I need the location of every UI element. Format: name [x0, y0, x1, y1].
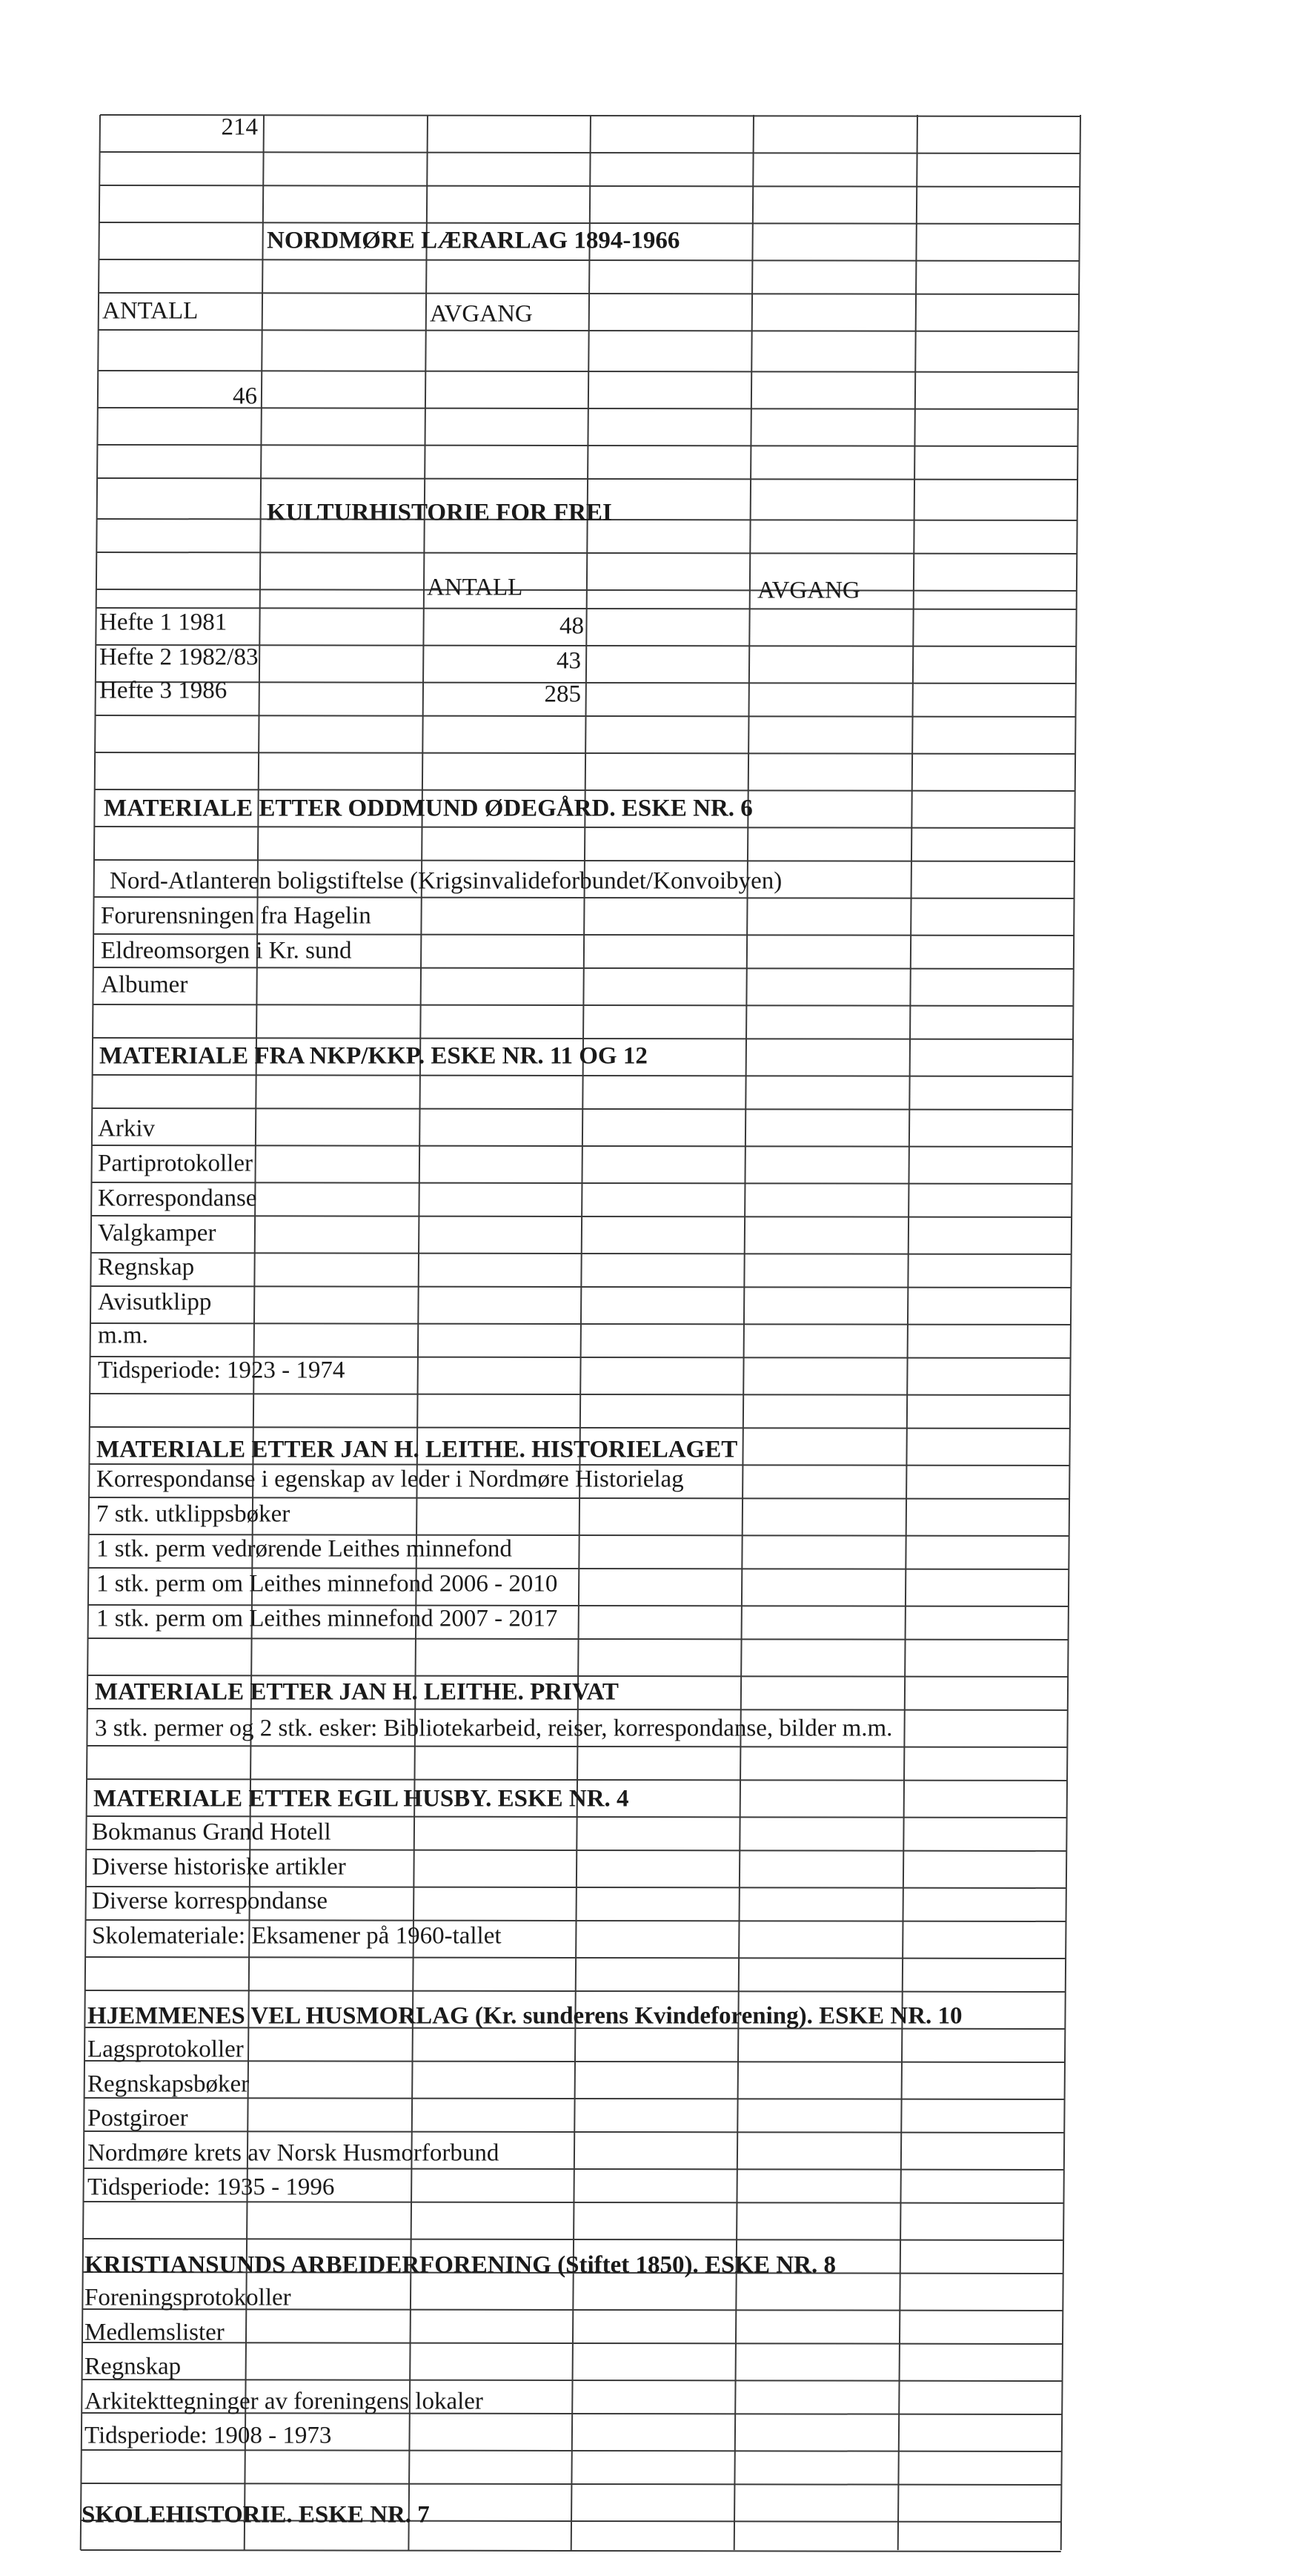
- list-item: Tidsperiode: 1923 - 1974: [98, 1357, 345, 1384]
- section-heading-kristiansunds-arbeiderforening: KRISTIANSUNDS ARBEIDERFORENING (Stiftet 1850). ESKE NR. 8: [84, 2251, 836, 2279]
- list-item: Eldreomsorgen i Kr. sund: [101, 937, 352, 964]
- list-item: Skolemateriale: Eksamener på 1960-tallet: [92, 1922, 502, 1950]
- list-item: Medlemslister: [84, 2319, 225, 2346]
- list-item: Diverse historiske artikler: [92, 1853, 346, 1881]
- list-item: 7 stk. utklippsbøker: [96, 1500, 290, 1528]
- section-heading-egil-husby: MATERIALE ETTER EGIL HUSBY. ESKE NR. 4: [93, 1785, 629, 1812]
- list-item: 1 stk. perm om Leithes minnefond 2007 - 2017: [96, 1605, 558, 1632]
- list-item: Postgiroer: [87, 2105, 188, 2132]
- column-header-avgang: AVGANG: [430, 300, 533, 328]
- list-item: Albumer: [101, 971, 188, 999]
- list-item: Tidsperiode: 1908 - 1973: [84, 2422, 332, 2449]
- list-item: 3 stk. permer og 2 stk. esker: Bibliotekarbeid, reiser, korrespondanse, bilder m.m.: [95, 1715, 893, 1742]
- list-item: Forurensningen fra Hagelin: [101, 902, 371, 930]
- list-item: Arkitekttegninger av foreningens lokaler: [84, 2388, 483, 2415]
- list-item: 1 stk. perm vedrørende Leithes minnefond: [96, 1535, 512, 1563]
- list-item: Avisutklipp: [98, 1288, 212, 1316]
- section-heading-nkp-kkp: MATERIALE FRA NKP/KKP. ESKE NR. 11 OG 12: [99, 1042, 648, 1070]
- section-heading-skolehistorie: SKOLEHISTORIE. ESKE NR. 7: [82, 2501, 430, 2529]
- row-label-hefte-2: Hefte 2 1982/83: [99, 643, 259, 671]
- column-header-avgang-2: AVGANG: [757, 577, 860, 604]
- column-header-antall-2: ANTALL: [427, 574, 523, 601]
- list-item: Valgkamper: [98, 1219, 216, 1247]
- list-item: Regnskap: [84, 2353, 182, 2380]
- page-number: 214: [221, 113, 258, 141]
- row-value-hefte-2: 43: [557, 647, 581, 675]
- row-value-hefte-1: 48: [559, 612, 584, 640]
- list-item: Foreningsprotokoller: [84, 2284, 291, 2311]
- list-item: Korrespondanse i egenskap av leder i Nordmøre Historielag: [96, 1466, 684, 1493]
- column-header-antall: ANTALL: [102, 297, 199, 325]
- list-item: Bokmanus Grand Hotell: [92, 1818, 331, 1846]
- list-item: Nord-Atlanteren boligstiftelse (Krigsinvalideforbundet/Konvoibyen): [110, 867, 783, 895]
- list-item: 1 stk. perm om Leithes minnefond 2006 - 2010: [96, 1570, 558, 1597]
- count-value: 46: [233, 383, 257, 410]
- section-heading-nordmore-lærarlag: NORDMØRE LÆRARLAG 1894-1966: [267, 227, 680, 254]
- list-item: Regnskapsbøker: [87, 2070, 250, 2098]
- section-heading-hjemmenes-vel: HJEMMENES VEL HUSMORLAG (Kr. sunderens Kvindeforening). ESKE NR. 10: [87, 2002, 963, 2030]
- list-item: Diverse korrespondanse: [92, 1887, 328, 1915]
- section-heading-kulturhistorie-frei: KULTURHISTORIE FOR FREI: [267, 499, 612, 526]
- list-item: Arkiv: [98, 1115, 155, 1142]
- section-heading-oddmund-odegard: MATERIALE ETTER ODDMUND ØDEGÅRD. ESKE NR. 6: [104, 795, 753, 822]
- list-item: Regnskap: [98, 1254, 195, 1281]
- row-label-hefte-1: Hefte 1 1981: [99, 609, 227, 636]
- row-value-hefte-3: 285: [544, 681, 581, 708]
- list-item: m.m.: [98, 1322, 148, 1349]
- list-item: Partiprotokoller: [98, 1150, 253, 1177]
- list-item: Tidsperiode: 1935 - 1996: [87, 2173, 335, 2201]
- list-item: Nordmøre krets av Norsk Husmorforbund: [87, 2139, 499, 2167]
- row-label-hefte-3: Hefte 3 1986: [99, 677, 227, 704]
- list-item: Korrespondanse: [98, 1185, 257, 1212]
- section-heading-leithe-historielaget: MATERIALE ETTER JAN H. LEITHE. HISTORIELAGET: [96, 1436, 738, 1463]
- section-heading-leithe-privat: MATERIALE ETTER JAN H. LEITHE. PRIVAT: [95, 1678, 619, 1706]
- list-item: Lagsprotokoller: [87, 2036, 244, 2063]
